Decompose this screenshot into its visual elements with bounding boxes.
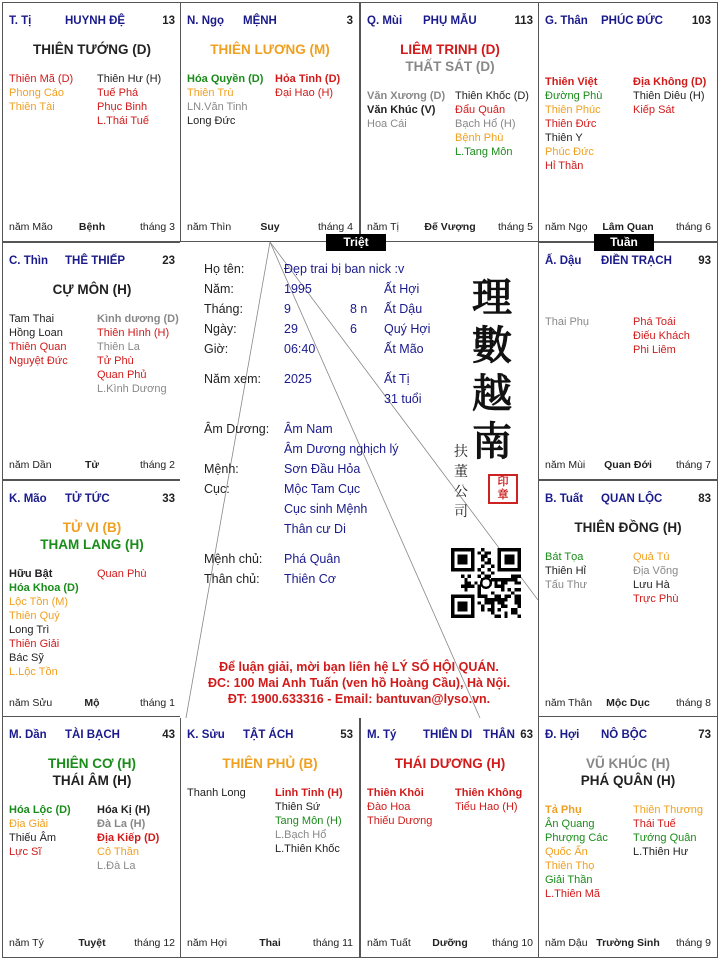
palace-number: 53 (340, 729, 353, 741)
minor-star: Thiên Hình (H) (97, 327, 170, 339)
branch-label: C. Thìn (9, 255, 48, 267)
center-value: Thiên Cơ (284, 572, 336, 586)
center-value: 6 (350, 322, 357, 336)
palace-header (545, 255, 711, 271)
minor-star: Long Trì (9, 624, 50, 636)
minor-star: Địa Võng (633, 565, 679, 577)
month-label: tháng 3 (139, 221, 175, 233)
palace-mao[interactable] (2, 480, 182, 718)
center-value: 9 (284, 302, 291, 316)
minor-star: Tấu Thư (545, 579, 588, 591)
minor-star: Tử Phù (97, 355, 134, 367)
minor-star: Thiên Khốc (D) (455, 90, 529, 102)
minor-star: L.Lộc Tồn (9, 666, 58, 678)
palace-header (9, 15, 175, 31)
minor-star: Quan Phủ (97, 369, 147, 381)
center-value: Mộc Tam Cục (284, 482, 361, 496)
life-stage: Dưỡng (432, 937, 468, 949)
minor-star: Đường Phù (545, 90, 603, 102)
palace-ngo[interactable] (180, 2, 360, 242)
minor-star: Địa Không (D) (633, 76, 707, 88)
branch-label: G. Thân (545, 15, 588, 27)
palace-number: 13 (162, 15, 175, 27)
minor-star: Thanh Long (187, 787, 246, 799)
minor-star: Thiên Quý (9, 610, 60, 622)
right-stars (97, 803, 159, 873)
palace-number: 63 (520, 729, 533, 741)
year-label: năm Mão (9, 221, 53, 233)
branch-label: K. Mão (9, 493, 47, 505)
minor-star: L.Thiên Hư (633, 846, 689, 858)
palace-name: PHÚC ĐỨC (601, 15, 663, 27)
minor-star: L.Thiên Mã (545, 888, 601, 900)
palace-name: ĐIỀN TRẠCH (601, 255, 672, 267)
minor-star: Hóa Lộc (D) (9, 804, 71, 816)
palace-footer (9, 459, 175, 473)
minor-star: Tả Phụ (545, 804, 582, 816)
right-stars (97, 312, 179, 396)
minor-star: Tang Môn (H) (275, 815, 342, 827)
left-stars (545, 75, 602, 173)
left-stars (9, 312, 68, 368)
center-info-panel (180, 242, 538, 718)
minor-star: Thiên Việt (545, 76, 598, 88)
month-label: tháng 7 (675, 459, 711, 471)
year-label: năm Thân (545, 697, 593, 709)
year-label: năm Ngọ (545, 221, 588, 233)
palace-header (9, 493, 175, 509)
minor-star: Tam Thai (9, 313, 55, 325)
minor-star: Hồng Loan (9, 327, 63, 339)
minor-star: Kiếp Sát (633, 104, 675, 116)
palace-tuat[interactable] (538, 480, 718, 718)
minor-star: Quốc Ấn (545, 846, 588, 858)
minor-star: Nguyệt Đức (9, 355, 68, 367)
minor-star: Hóa Kị (H) (97, 804, 151, 816)
left-stars (187, 786, 246, 800)
minor-star: Cô Thần (97, 846, 139, 858)
minor-star: Thiên Khôi (367, 787, 424, 799)
palace-ti[interactable] (2, 2, 182, 242)
minor-star: Thiên La (97, 341, 140, 353)
main-star: THIÊN LƯƠNG (M) (210, 42, 330, 57)
minor-star: Lực Sĩ (9, 846, 42, 858)
minor-star: Phục Binh (97, 101, 148, 113)
minor-star: Quan Phù (97, 568, 147, 580)
palace-number: 113 (514, 15, 533, 27)
branch-label: N. Ngọ (187, 15, 225, 27)
main-star: PHÁ QUÂN (H) (580, 773, 676, 788)
palace-thin[interactable] (2, 242, 182, 480)
minor-star: Phúc Đức (545, 146, 594, 158)
center-key: Mệnh chủ: (204, 552, 263, 566)
minor-star: Thiên Mã (D) (9, 73, 74, 85)
center-key: Mệnh: (204, 462, 239, 476)
company-seal-text: 扶董公司 (454, 444, 468, 520)
year-label: năm Hợi (187, 937, 228, 949)
center-value: Thân cư Di (284, 522, 346, 536)
palace-header (9, 729, 175, 745)
minor-star: L.Thiên Khốc (275, 843, 340, 855)
right-stars (455, 786, 522, 814)
palace-suu[interactable] (180, 716, 360, 958)
month-label: tháng 10 (492, 937, 533, 949)
minor-star: L.Tang Môn (455, 146, 513, 158)
branch-label: K. Sửu (187, 729, 225, 741)
main-star: THIÊN ĐỒNG (H) (574, 520, 682, 535)
palace-number: 73 (698, 729, 711, 741)
minor-star: Phượng Các (545, 832, 608, 844)
contact-line-2: ĐC: 100 Mai Anh Tuấn (ven hồ Hoàng Cầu), Hà Nội. (207, 676, 511, 690)
minor-star: Giải Thần (545, 874, 593, 886)
right-stars (275, 786, 343, 856)
center-value: Đẹp trai bị ban nick :v (284, 262, 405, 276)
year-label: năm Tý (9, 937, 44, 949)
palace-footer (545, 459, 711, 473)
left-stars (9, 567, 79, 679)
center-value: Ất Mão (384, 342, 424, 356)
minor-star: Văn Khúc (V) (367, 104, 436, 116)
contact-line-1: Để luận giải, mời bạn liên hệ LÝ SỐ HỘI QUÁN. (219, 660, 499, 674)
life-stage: Bệnh (78, 221, 106, 233)
center-value: Cục sinh Mệnh (284, 502, 368, 516)
left-stars (367, 89, 445, 131)
minor-star: Phá Toái (633, 316, 676, 328)
life-stage: Trường Sinh (596, 937, 660, 949)
right-stars (275, 72, 340, 100)
palace-name: THÊ THIẾP (65, 255, 126, 267)
month-label: tháng 12 (134, 937, 175, 949)
branch-label: M. Dần (9, 729, 47, 741)
palace-name: NÔ BỘC (601, 729, 647, 741)
palace-footer (545, 221, 711, 235)
palace-header (367, 15, 533, 31)
minor-star: Thiên Giải (9, 638, 60, 650)
palace-footer (545, 937, 711, 951)
palace-header (187, 15, 353, 31)
minor-star: Ân Quang (545, 818, 595, 830)
center-value: 1995 (284, 282, 312, 296)
minor-star: Hỉ Thần (545, 160, 584, 172)
left-stars (545, 315, 589, 329)
palace-number: 23 (162, 255, 175, 267)
center-value: Âm Nam (284, 422, 333, 436)
palace-name: PHỤ MẪU (423, 15, 477, 27)
minor-star: Địa Kiếp (D) (97, 832, 160, 844)
calligraphy-logo: 理數越南 (472, 274, 512, 465)
palace-header (545, 15, 711, 31)
main-star: THIÊN PHỦ (B) (222, 756, 318, 771)
minor-star: Đào Hoa (367, 801, 411, 813)
minor-star: Hóa Quyền (D) (187, 73, 264, 85)
branch-label: Đ. Hợi (545, 729, 580, 741)
minor-star: Đẩu Quân (455, 104, 506, 116)
palace-number: 33 (162, 493, 175, 505)
minor-star: Thiên Trù (187, 87, 234, 99)
palace-footer (9, 937, 175, 951)
contact-line-3: ĐT: 1900.633316 - Email: bantuvan@lyso.vn. (227, 692, 491, 706)
minor-star: Lộc Tồn (M) (9, 596, 69, 608)
minor-star: Thiên Diêu (H) (633, 90, 705, 102)
center-value: Sơn Đầu Hỏa (284, 462, 361, 476)
palace-header (367, 729, 533, 745)
palace-number: 43 (162, 729, 175, 741)
palace-header (545, 493, 711, 509)
year-label: năm Sửu (9, 697, 53, 709)
month-label: tháng 4 (317, 221, 353, 233)
minor-star: Tiểu Hao (H) (455, 801, 518, 813)
main-star: THAM LANG (H) (40, 537, 144, 552)
minor-star: Thiên Quan (9, 341, 67, 353)
main-star: THÁI ÂM (H) (52, 773, 132, 788)
minor-star: Thiên Sứ (275, 801, 321, 813)
main-star: VŨ KHÚC (H) (586, 756, 670, 771)
year-label: năm Dậu (545, 937, 588, 949)
minor-star: Thiếu Âm (9, 832, 57, 844)
center-value: Ất Tị (384, 372, 410, 386)
minor-star: Thiên Hư (H) (97, 73, 162, 85)
branch-label: B. Tuất (545, 493, 584, 505)
minor-star: Thai Phụ (545, 316, 590, 328)
main-star: LIÊM TRINH (D) (400, 42, 500, 57)
life-stage: Đế Vượng (424, 221, 476, 233)
palace-footer (9, 221, 175, 235)
center-value: 2025 (284, 372, 312, 386)
minor-star: Thiên Hỉ (545, 565, 586, 577)
palace-footer (367, 221, 533, 235)
palace-footer (9, 697, 175, 711)
minor-star: Đà La (H) (97, 818, 146, 830)
minor-star: Phi Liêm (633, 344, 676, 356)
month-label: tháng 11 (312, 937, 353, 949)
center-value: 8 n (350, 302, 368, 316)
palace-number: 3 (346, 15, 353, 27)
right-stars (97, 72, 161, 128)
center-key: Năm xem: (204, 372, 261, 386)
life-stage: Mộ (84, 697, 100, 709)
minor-star: Tuế Phá (97, 87, 139, 99)
palace-dan[interactable] (2, 716, 182, 958)
center-key: Âm Dương: (204, 422, 270, 436)
life-stage: Lâm Quan (602, 221, 654, 233)
left-stars (367, 786, 432, 828)
right-stars (633, 803, 703, 859)
center-key: Thân chủ: (204, 572, 260, 586)
right-stars (633, 315, 690, 357)
life-stage: Quan Đới (604, 459, 652, 471)
branch-label: M. Tý (367, 729, 397, 741)
branch-label: T. Tị (9, 15, 32, 27)
minor-star: Kình dương (D) (97, 313, 179, 325)
palace-footer (187, 221, 353, 235)
palace-dau[interactable] (538, 242, 718, 480)
minor-star: Văn Xương (D) (367, 90, 446, 102)
center-key: Năm: (204, 282, 234, 296)
year-label: năm Dần (9, 459, 52, 471)
palace-name: MỆNH (243, 15, 277, 27)
triet-label: Triệt (326, 234, 386, 251)
month-label: tháng 1 (139, 697, 175, 709)
main-star: TỬ VI (B) (62, 520, 122, 535)
center-key: Họ tên: (204, 262, 245, 276)
left-stars (545, 803, 608, 901)
main-star: CỰ MÔN (H) (52, 282, 132, 297)
palace-footer (367, 937, 533, 951)
palace-mui[interactable] (360, 2, 540, 242)
left-stars (187, 72, 263, 128)
left-stars (9, 803, 71, 859)
center-key: Cục: (204, 482, 230, 496)
center-value: Phá Quân (284, 552, 341, 566)
minor-star: Trực Phù (633, 593, 679, 605)
branch-label: Q. Mùi (367, 15, 403, 27)
minor-star: Thiên Thương (633, 804, 704, 816)
minor-star: L.Thái Tuế (97, 115, 149, 127)
palace-name: TẬT ÁCH (243, 729, 294, 741)
minor-star: Bát Tọa (545, 551, 584, 563)
center-value: Ất Hợi (384, 282, 420, 296)
center-value: Quý Hợi (384, 322, 431, 336)
minor-star: Hỏa Tinh (D) (275, 73, 341, 85)
palace-name: HUYNH ĐỆ (65, 15, 126, 27)
right-stars (633, 75, 706, 117)
palace-header (9, 255, 175, 271)
right-stars (455, 89, 529, 159)
palace-name: TỬ TỨC (65, 493, 110, 505)
minor-star: Quả Tú (633, 551, 670, 563)
minor-star: Địa Giải (9, 818, 49, 830)
palace-number: 103 (691, 15, 711, 27)
year-label: năm Tuất (367, 937, 411, 949)
center-key: Ngày: (204, 322, 237, 336)
minor-star: Thiên Thọ (545, 860, 595, 872)
minor-star: Đại Hao (H) (275, 87, 334, 99)
palace-number: 93 (698, 255, 711, 267)
main-star: THIÊN CƠ (H) (47, 756, 136, 771)
center-value: Âm Dương nghịch lý (284, 442, 399, 456)
month-label: tháng 9 (675, 937, 711, 949)
main-star: THÁI DƯƠNG (H) (394, 756, 506, 771)
minor-star: Bệnh Phù (455, 132, 504, 144)
minor-star: Linh Tinh (H) (275, 787, 343, 799)
palace-footer (545, 697, 711, 711)
center-key: Tháng: (204, 302, 243, 316)
left-stars (545, 550, 587, 592)
minor-star: Thiên Phúc (545, 104, 601, 116)
palace-name: THIÊN DI (423, 729, 473, 741)
minor-star: Tướng Quân (633, 832, 697, 844)
minor-star: Long Đức (187, 115, 236, 127)
minor-star: Hữu Bật (9, 568, 53, 580)
palace-than[interactable] (538, 2, 718, 242)
life-stage: Tử (84, 459, 100, 471)
center-value: Ất Dậu (384, 302, 423, 316)
minor-star: L.Bạch Hổ (275, 829, 327, 841)
palace-name: QUAN LỘC (601, 493, 663, 505)
minor-star: Thiên Đức (545, 118, 597, 130)
life-stage: Mộc Dục (606, 697, 650, 709)
main-star: THẤT SÁT (D) (405, 59, 495, 74)
minor-star: Bác Sỹ (9, 652, 44, 664)
minor-star: Hóa Khoa (D) (9, 582, 79, 594)
minor-star: Phong Cáo (9, 87, 65, 99)
month-label: tháng 8 (675, 697, 711, 709)
right-stars (97, 567, 147, 581)
month-label: tháng 6 (675, 221, 711, 233)
minor-star: Lưu Hà (633, 579, 670, 591)
qr-code-icon[interactable] (451, 548, 521, 618)
minor-star: L.Kình Dương (97, 383, 167, 395)
palace-number: 83 (698, 493, 711, 505)
year-label: năm Thìn (187, 221, 232, 233)
minor-star: Thái Tuế (633, 818, 676, 830)
left-stars (9, 72, 73, 114)
palace-ty[interactable] (360, 716, 540, 958)
center-value: 31 tuổi (384, 392, 422, 406)
palace-header (545, 729, 711, 745)
palace-hoi[interactable] (538, 716, 718, 958)
minor-star: Bạch Hổ (H) (455, 118, 516, 130)
minor-star: Điếu Khách (633, 330, 690, 342)
palace-footer (187, 937, 353, 951)
year-label: năm Mùi (545, 459, 586, 471)
center-value: 29 (284, 322, 298, 336)
center-value: 06:40 (284, 342, 316, 356)
right-stars (633, 550, 678, 606)
minor-star: L.Đà La (97, 860, 136, 872)
minor-star: LN.Văn Tinh (187, 101, 248, 113)
than-marker: THÂN (483, 729, 515, 741)
month-label: tháng 2 (139, 459, 175, 471)
minor-star: Thiên Tài (9, 101, 55, 113)
main-star: THIÊN TƯỚNG (D) (33, 42, 151, 57)
palace-header (187, 729, 353, 745)
red-seal-icon: 印 章 (488, 474, 518, 504)
month-label: tháng 5 (497, 221, 533, 233)
center-key: Giờ: (204, 342, 229, 356)
life-stage: Suy (260, 221, 280, 233)
minor-star: Hoa Cái (367, 118, 407, 130)
branch-label: Ấ. Dậu (545, 255, 582, 267)
palace-name: TÀI BẠCH (65, 729, 120, 741)
life-stage: Tuyệt (78, 937, 106, 949)
minor-star: Thiên Y (545, 132, 583, 144)
minor-star: Thiên Không (455, 787, 523, 799)
year-label: năm Tị (367, 221, 399, 233)
tuan-label: Tuần (594, 234, 654, 251)
minor-star: Thiếu Dương (367, 815, 433, 827)
life-stage: Thai (259, 937, 281, 949)
